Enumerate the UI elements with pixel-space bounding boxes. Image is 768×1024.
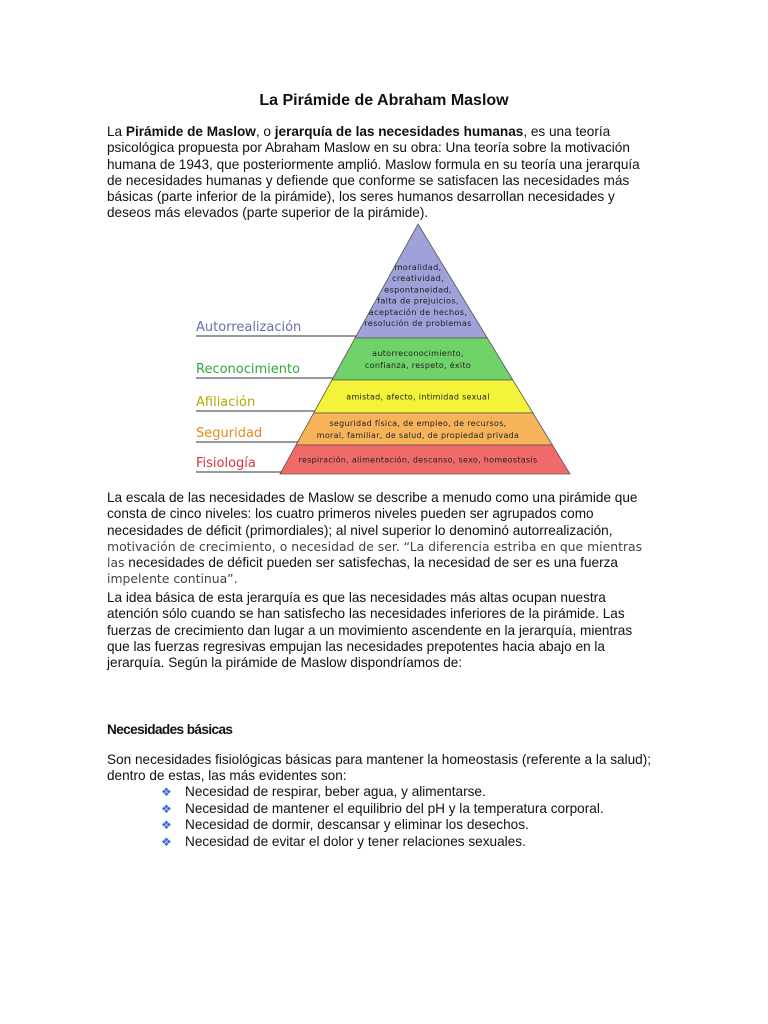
diamond-bullet-icon: ❖ bbox=[161, 818, 172, 832]
pyramid-level-text: moralidad, bbox=[394, 262, 442, 272]
list-item bbox=[161, 817, 661, 834]
basic-needs-paragraph: Son necesidades fisiológicas básicas para mantener la homeostasis (referente a la salud); dentro de estas, las más evidentes son: bbox=[107, 752, 652, 784]
list-item bbox=[161, 801, 661, 818]
pyramid-label-3: Afiliación bbox=[196, 395, 256, 410]
list-item-text: Necesidad de evitar el dolor y tener relaciones sexuales. bbox=[185, 833, 526, 849]
scale-text-e: impelente continua”. bbox=[107, 571, 238, 587]
diamond-bullet-icon: ❖ bbox=[161, 801, 172, 816]
intro-paragraph bbox=[107, 124, 655, 222]
pyramid-level-text: confianza, respeto, éxito bbox=[364, 361, 472, 370]
intro-rest: , es una teoría psicológica propuesta por Abraham Maslow en su obra: Una teoría sobre la motivación humana de 1943, que posteriormente amplió. Maslow formula en su teoría una jerarquía de necesidades humanas y defiende que conforme se satisfacen las necesidades más básicas (parte inferior de la pirámide), los seres humanos desarrollan necesidades y deseos más elevados (parte superior de la pirámide). bbox=[107, 124, 640, 221]
pyramid-level-text: creatividad, bbox=[392, 273, 444, 284]
pyramid-level-text: seguridad física, de empleo, de recursos, bbox=[329, 419, 507, 428]
term-piramide: Pirámide de Maslow bbox=[125, 124, 256, 139]
maslow-pyramid-diagram bbox=[190, 220, 580, 478]
list-item-text: Necesidad de respirar, beber agua, y alimentarse. bbox=[185, 784, 486, 799]
pyramid-level-text: resolución de problemas bbox=[364, 318, 472, 328]
scale-text-a: La escala de las necesidades de Maslow se describe a menudo como una pirámide que consta de cinco niveles: los cuatro primeros niveles pueden ser agrupados como necesidades de déficit (primordiales); al nivel superior lo denominó autorrealización, bbox=[107, 490, 638, 538]
basic-needs-list bbox=[161, 784, 661, 850]
pyramid-level-text: autorreconocimiento, bbox=[372, 349, 464, 358]
list-item bbox=[161, 784, 661, 801]
pyramid-level-text: moral, familiar, de salud, de propiedad privada bbox=[316, 431, 520, 440]
pyramid-label-1: Autorrealización bbox=[196, 320, 302, 335]
scale-text-d: necesidades de déficit pueden ser satisfechas, la necesidad de ser es una fuerza bbox=[124, 555, 618, 571]
scale-paragraph bbox=[107, 490, 655, 588]
diamond-bullet-icon: ❖ bbox=[161, 834, 172, 849]
section-heading: Necesidades básicas bbox=[107, 722, 233, 737]
intro-mid: , o bbox=[255, 124, 275, 139]
idea-paragraph: La idea básica de esta jerarquía es que las necesidades más altas ocupan nuestra atención sólo cuando se han satisfecho las necesidades inferiores de la pirámide. Las fuerzas de crecimiento dan lugar a un movimiento ascendente en la jerarquía, mientras que las fuerzas regresivas empujan las necesidades prepotentes hacia abajo en la jerarquía. Según la pirámide de Maslow dispondríamos de: bbox=[107, 590, 633, 671]
diamond-bullet-icon: ❖ bbox=[161, 785, 172, 799]
list-item-text: Necesidad de dormir, descansar y eliminar los desechos. bbox=[185, 817, 529, 832]
pyramid-label-5: Fisiología bbox=[196, 456, 256, 471]
pyramid-level-4 bbox=[296, 413, 552, 445]
list-item bbox=[161, 834, 661, 851]
pyramid-level-text: amistad, afecto, intimidad sexual bbox=[346, 392, 490, 402]
pyramid-label-4: Seguridad bbox=[196, 426, 263, 441]
pyramid-level-2 bbox=[332, 338, 513, 380]
scale-text-b: motivación de crecimiento bbox=[107, 538, 272, 554]
intro-lead: La bbox=[107, 124, 126, 139]
term-jerarquia: jerarquía de las necesidades humanas bbox=[274, 124, 524, 139]
pyramid-level-text: falta de prejuicios, bbox=[377, 295, 459, 306]
list-item-text: Necesidad de mantener el equilibrio del pH y la temperatura corporal. bbox=[185, 800, 604, 816]
pyramid-label-2: Reconocimiento bbox=[196, 362, 301, 377]
scale-text-c: , o necesidad de ser. “La diferencia estriba en que mientras las bbox=[107, 538, 643, 571]
document-title: La Pirámide de Abraham Maslow bbox=[259, 92, 509, 109]
pyramid-level-text: espontaneidad, bbox=[384, 284, 452, 295]
pyramid-level-text: aceptación de hechos, bbox=[368, 306, 468, 317]
pyramid-level-text: respiración, alimentación, descanso, sexo, homeostasis bbox=[298, 455, 538, 465]
